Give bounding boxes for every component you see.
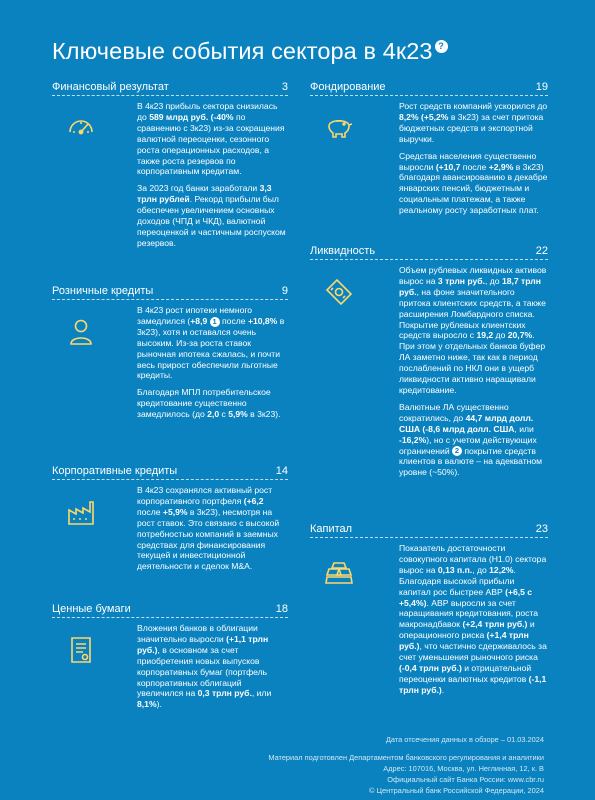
paragraph: Благодаря МПЛ потребительское кредитование существенно замедлилось (до 2,0 с 5,9% в 3к23). [137, 387, 281, 420]
section-financial-result [52, 79, 288, 255]
highlight-value: (+10,7 [435, 161, 461, 172]
piggy-bank-icon [324, 111, 354, 141]
copyright: © Центральный банк Российской Федерации, 2024 [369, 786, 544, 795]
highlight-value: 5,9% [228, 409, 248, 420]
person-icon [66, 317, 96, 347]
page-number[interactable]: 22 [535, 245, 548, 257]
highlight-value: 589 млрд руб. [149, 111, 209, 122]
highlight-value: 20,7% [507, 330, 533, 341]
highlight-value: (-40% [210, 111, 234, 122]
highlight-value: -16,2% [399, 434, 427, 445]
highlight-value: (-1,1 трлн руб.) [399, 673, 547, 695]
highlight-value: +10,8% [247, 315, 278, 326]
section-text [137, 623, 287, 710]
paragraph: Показатель достаточности совокупного капитала (Н1.0) сектора вырос на 0,13 п.п., до 12,2%. Благодаря высокой прибыли капитал рос быстрее АВР (+6,5 c +5,4%). АВР выросли за счет наращивания кредитования, роста макронадбавок (+2,4 трлн руб.) и операционного риска (+1,4 трлн руб.), что частично сдерживалось за счет уменьшения рыночного риска (-0,4 трлн руб.) и отрицательной переоценки валютных кредитов (-1,1 трлн руб.). [399, 543, 547, 695]
section-header [310, 79, 548, 96]
section-funding [310, 79, 548, 222]
footnote-marker[interactable]: 1 [210, 317, 220, 327]
section-text [137, 485, 287, 572]
highlight-value: 3 трлн руб. [437, 275, 485, 286]
page-number[interactable]: 18 [275, 603, 288, 615]
section-text [399, 265, 548, 478]
document-icon [66, 635, 96, 665]
paragraph: В 4к23 прибыль сектора снизилась до 589 млрд руб. (-40% по сравнению с 3к23) из-за сокращения валютной переоценки, сезонного роста операционных расходов, а также роста резервов по корпоративным кредитам. [137, 101, 285, 177]
section-text [399, 543, 548, 696]
highlight-value: (+6,5 c +5,4%) [399, 586, 533, 608]
page-number[interactable]: 9 [281, 285, 288, 297]
speedometer-icon [66, 111, 96, 141]
page-title: Ключевые события сектора в 4к23 ? [52, 38, 448, 65]
section-title: Финансовый результат [52, 81, 169, 93]
section-title: Ликвидность [310, 245, 376, 257]
section-title: Капитал [310, 523, 353, 535]
highlight-value: +2,9% [488, 161, 514, 172]
highlight-value: 0,3 трлн руб. [197, 688, 252, 699]
paragraph: В 4к23 рост ипотеки немного замедлился (+8,9 1 после +10,8% в 3к23), хотя и оставался очень высоким. Из-за роста ставок рыночная ипотека сжалась, и почти весь прирост обеспечили льготные кредиты. [137, 305, 285, 381]
section-text [399, 101, 548, 216]
banknote-icon [324, 277, 354, 307]
paragraph: Рост средств компаний ускорился до 8,2% (+5,2% в 3к23) за счет притока бюджетных средств и экспортной выручки. [399, 101, 548, 144]
paragraph: Вложения банков в облигации значительно выросли (+1,1 трлн руб.), в основном за счет приобретения новых выпусков корпоративных бумаг (портфель корпоративных облигаций увеличился на 0,3 трлн руб., или 8,1%). [137, 623, 272, 710]
section-title: Корпоративные кредиты [52, 465, 178, 477]
section-corporate-loans [52, 463, 288, 578]
highlight-value: (+6,2 [243, 495, 264, 506]
section-header [310, 243, 548, 260]
paragraph: Объем рублевых ликвидных активов вырос на 3 трлн руб., до 18,7 трлн руб., на фоне значительного притока клиентских средств, а также расширения Ломбардного списка. Покрытие рублевых клиентских средств выросло с 19,2 до 20,7%. При этом у отдельных банков буфер ЛА заметно ниже, так как в период послаблений по НКЛ они в ущерб ликвидности активно наращивали кредитование. [399, 265, 547, 395]
highlight-value: 2,0 [207, 409, 220, 420]
address: Адрес: 107016, Москва, ул. Неглинная, 12, к. В [383, 764, 544, 773]
section-title: Ценные бумаги [52, 603, 131, 615]
highlight-value: 8,1% [137, 699, 157, 710]
page-number[interactable]: 3 [281, 81, 288, 93]
section-text [137, 101, 287, 249]
section-liquidity [310, 243, 548, 484]
highlight-value: (-0,4 трлн руб.) [399, 662, 462, 673]
page-number[interactable]: 23 [535, 523, 548, 535]
section-securities [52, 601, 288, 716]
gold-bars-icon [324, 557, 354, 587]
highlight-value: 3,3 трлн рублей [137, 183, 272, 205]
section-header [310, 521, 548, 538]
section-capital [310, 521, 548, 702]
section-header [52, 463, 288, 480]
footnote-marker[interactable]: 2 [452, 446, 462, 456]
section-header [52, 601, 288, 618]
page-number[interactable]: 19 [535, 81, 548, 93]
website[interactable]: Официальный сайт Банка России: www.cbr.ru [387, 775, 544, 784]
highlight-value: +8,9 [190, 315, 208, 326]
paragraph: За 2023 год банки заработали 3,3 трлн рублей. Рекорд прибыли был обеспечен увеличением основных доходов (ЧПД и ЧКД), валютной переоценкой и частичным роспуском резервов. [137, 183, 286, 248]
cutoff-date: Дата отсечения данных в обзоре – 01.03.2024 [385, 735, 544, 744]
highlight-value: 18,7 трлн руб. [399, 275, 541, 297]
section-retail-loans [52, 283, 288, 426]
factory-icon [66, 497, 96, 527]
highlight-value: 8,2% [399, 111, 419, 122]
paragraph: Валютные ЛА существенно сократились, до 44,7 млрд долл. США (-8,6 млрд долл. США, или -16,2%), но с учетом действующих ограничений 2 покрытие средств клиентов в валюте – на адекватном уровне (~50%). [399, 401, 543, 478]
highlight-value: (+1,1 трлн руб.) [137, 633, 269, 655]
highlight-value: (+1,4 трлн руб.) [399, 630, 529, 652]
section-title: Розничные кредиты [52, 285, 154, 297]
help-icon[interactable]: ? [435, 40, 448, 53]
paragraph: В 4к23 сохранялся активный рост корпоративного портфеля (+6,2 после +5,9% в 3к23), несмотря на рост ставок. Это связано с высокой потребностью компаний в заемных средствах для финансирования текущей и инвестиционной деятельности и сделок M&A. [137, 485, 280, 572]
highlight-value: 0,13 п.п. [437, 564, 473, 575]
section-text [137, 305, 287, 420]
highlight-value: +5,9% [162, 506, 188, 517]
highlight-value: (+5,2% [420, 111, 449, 122]
highlight-value: 19,2 [476, 330, 494, 341]
highlight-value: 12,2% [489, 564, 514, 575]
prepared-by: Материал подготовлен Департаментом банковского регулирования и аналитики [268, 753, 544, 762]
section-header [52, 79, 288, 96]
page-number[interactable]: 14 [275, 465, 288, 477]
highlight-value: 44,7 млрд долл. США (-8,6 млрд долл. США [399, 412, 534, 434]
section-header [52, 283, 288, 300]
highlight-value: (+2,4 трлн руб.) [462, 619, 528, 630]
paragraph: Средства населения существенно выросли (+10,7 после +2,9% в 3к23) благодаря авансированию в декабре январских пенсий, бюджетным и социальным платежам, а также реальному росту заработных плат. [399, 150, 548, 216]
footer [268, 734, 544, 796]
section-title: Фондирование [310, 81, 386, 93]
